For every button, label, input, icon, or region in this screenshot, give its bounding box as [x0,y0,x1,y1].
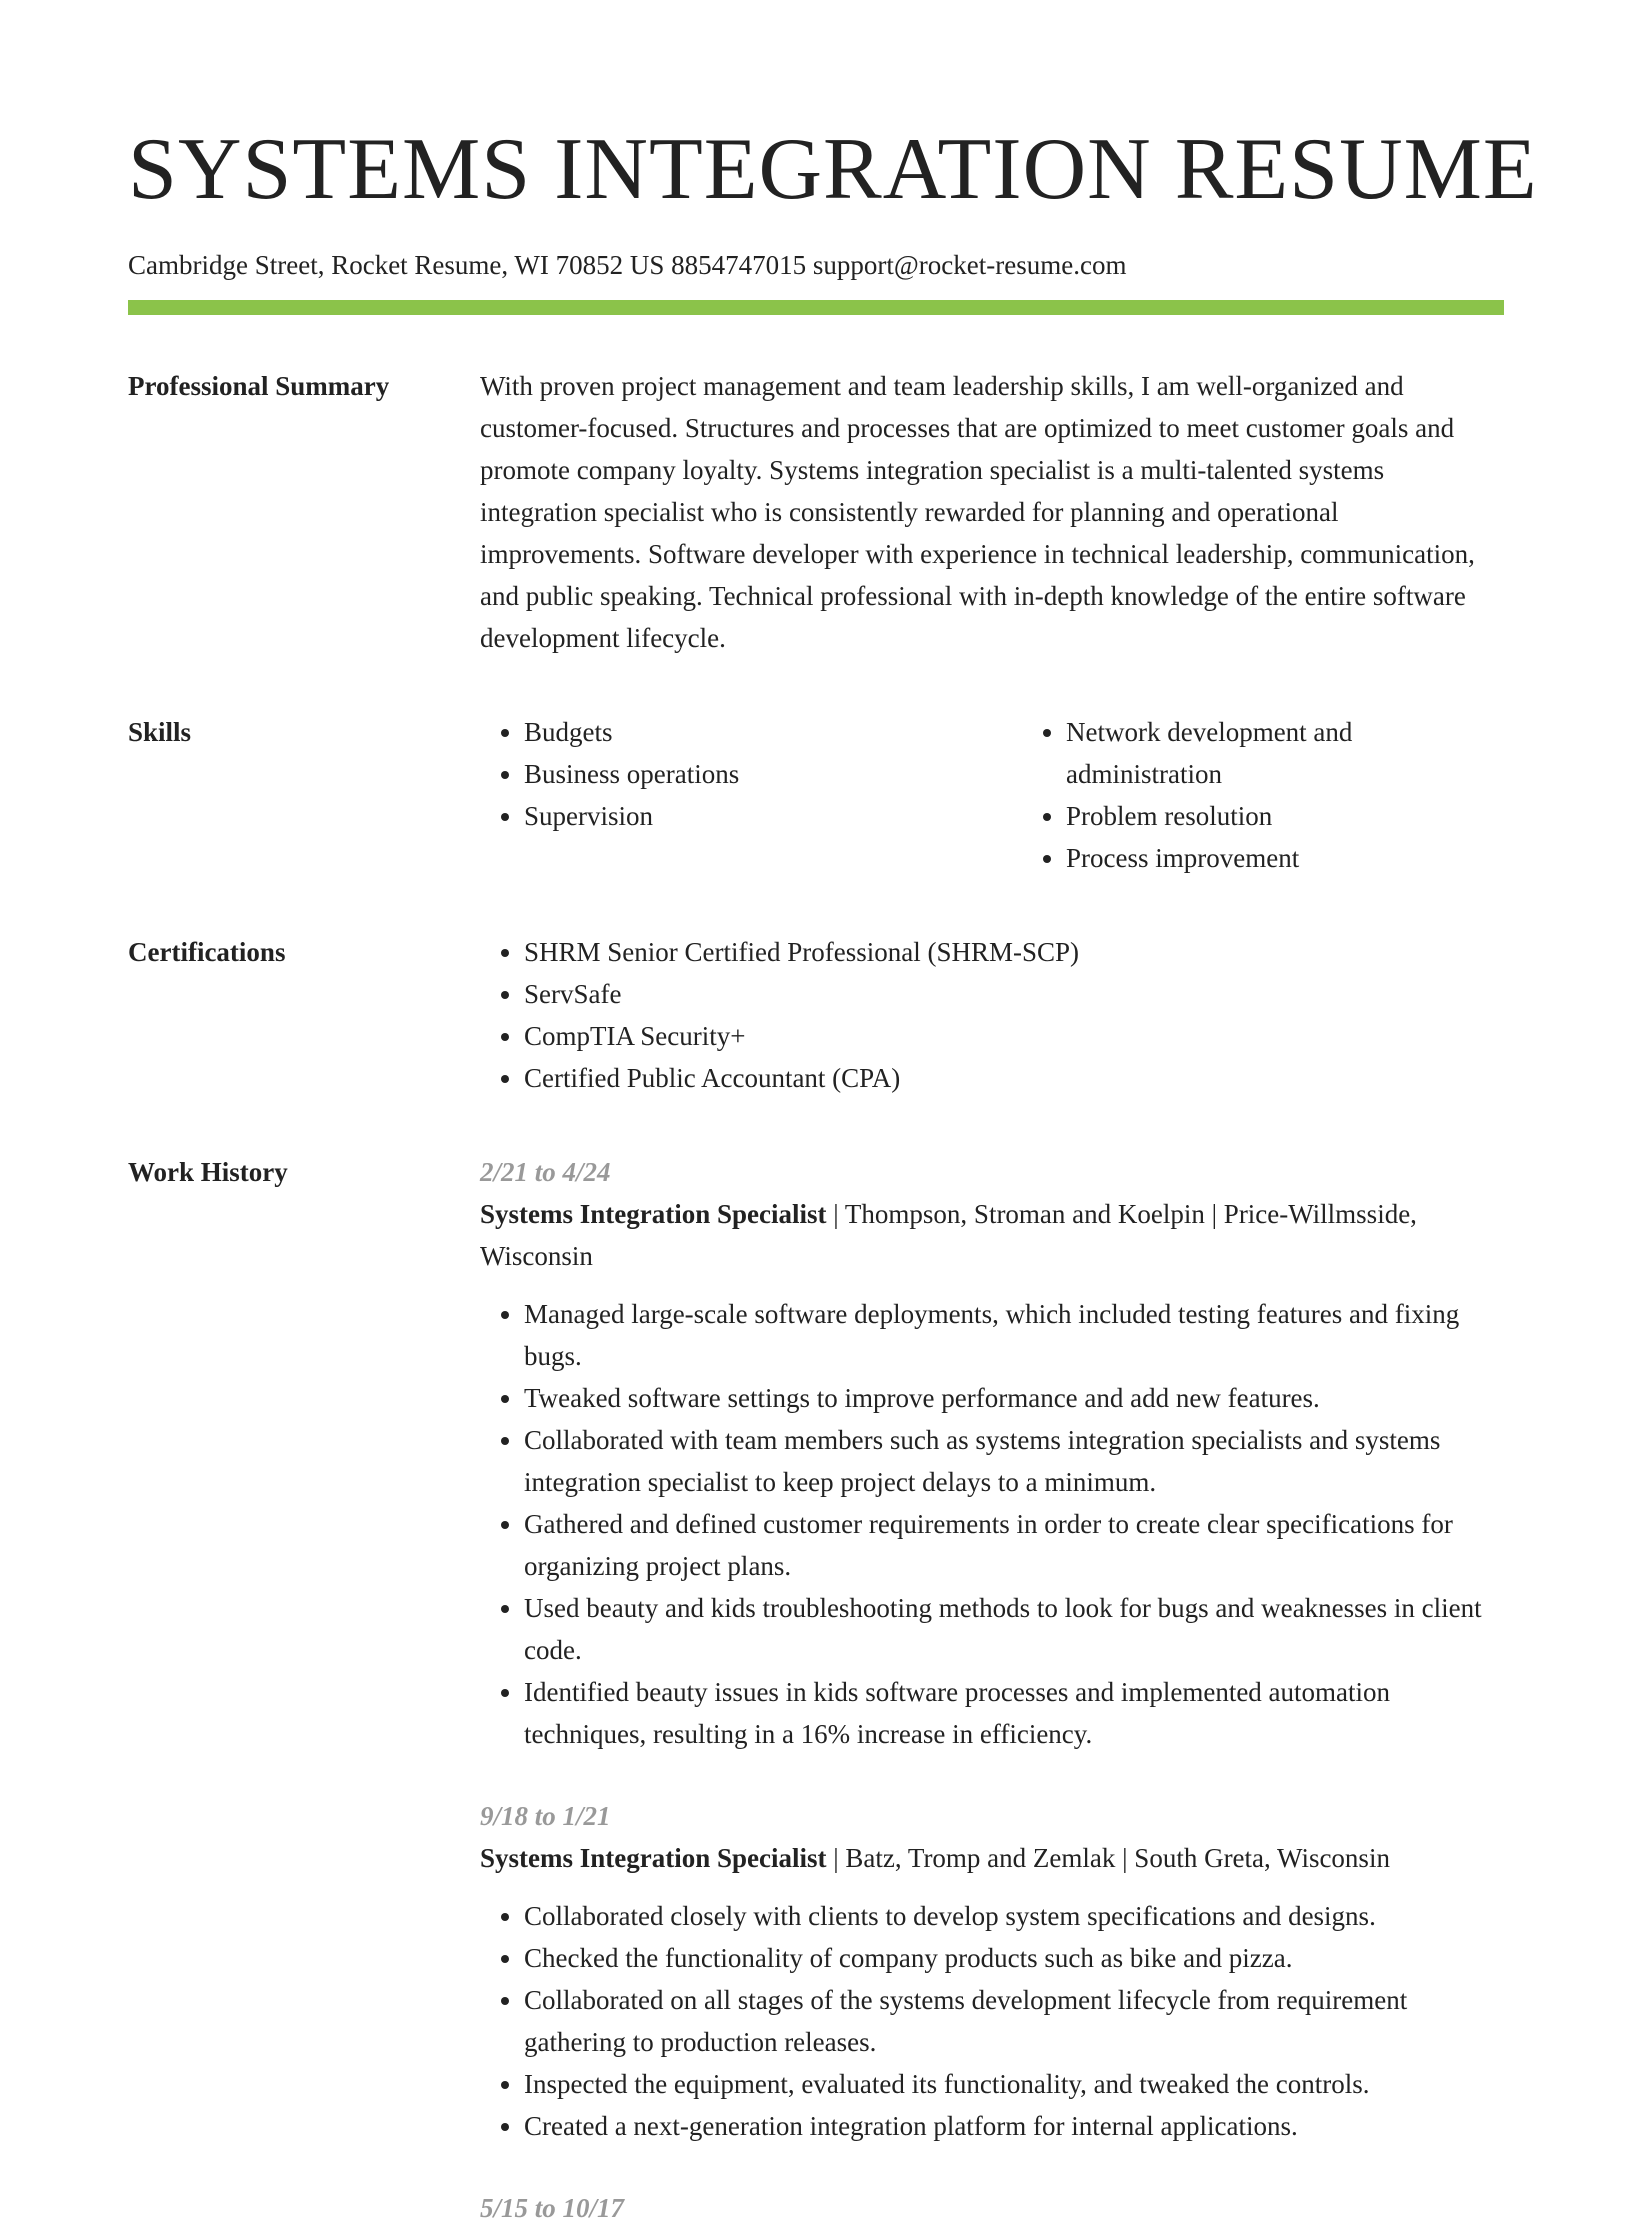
job-bullet: • Tweaked software settings to improve performance and add new features. [524,1377,1504,1419]
job-dates: 2/21 to 4/24 [480,1157,611,1187]
job-bullet: • Used beauty and kids troubleshooting methods to look for bugs and weaknesses in client code. [524,1587,1504,1671]
job-entry [480,1151,1504,1755]
job-dates: 5/15 to 10/17 [480,2193,625,2223]
skills-list-left [480,711,962,879]
job-entry [480,2187,1504,2229]
section-title-skills: Skills [128,717,192,747]
job-bullet: • Checked the functionality of company products such as bike and pizza. [524,1937,1504,1979]
section-work-history [128,1151,1504,2229]
skill-item: • Budgets [524,711,962,753]
job-bullet: • Collaborated with team members such as systems integration specialists and systems integration specialist to keep project delays to a minimum. [524,1419,1504,1503]
contact-line [128,248,1504,282]
job-bullet: • Managed large-scale software deployments, which included testing features and fixing bugs. [524,1293,1504,1377]
job-company: Thompson, Stroman and Koelpin [844,1199,1205,1229]
skill-item: • Problem resolution [1066,795,1504,837]
skill-item: • Network development and administration [1066,711,1504,795]
job-bullets [480,1293,1504,1755]
resume-title: SYSTEMS INTEGRATION RESUME [128,121,1538,218]
job-entry [480,1795,1504,2147]
section-title-certifications: Certifications [128,937,286,967]
certification-item: • ServSafe [524,973,1504,1015]
job-title: Systems Integration Specialist [480,1843,827,1873]
contact-address: Cambridge Street, Rocket Resume, WI 70852 US [128,250,665,280]
job-bullets [480,1895,1504,2147]
section-skills [128,711,1504,879]
job-location: Price-Willmsside, Wisconsin [480,1199,1417,1271]
header-divider [128,300,1504,315]
section-summary [128,365,1504,659]
certification-item: • CompTIA Security+ [524,1015,1504,1057]
contact-email: support@rocket-resume.com [812,250,1127,280]
skills-list-right [1022,711,1504,879]
skills-grid [480,711,1504,879]
job-bullet: • Inspected the equipment, evaluated its functionality, and tweaked the controls. [524,2063,1504,2105]
job-location: South Greta, Wisconsin [1134,1843,1390,1873]
job-heading [480,1837,1504,1879]
section-title-work-history: Work History [128,1157,288,1187]
job-bullet: • Identified beauty issues in kids software processes and implemented automation techniques, resulting in a 16% increase in efficiency. [524,1671,1504,1755]
certification-item: • Certified Public Accountant (CPA) [524,1057,1504,1099]
resume-page [128,0,1538,2229]
contact-phone: 8854747015 [671,250,807,280]
skill-item: • Business operations [524,753,962,795]
summary-text: With proven project management and team leadership skills, I am well-organized and customer-focused. Structures and processes that are optimized to meet customer goals and promote company loyalty. Systems integration specialist is a multi-talented systems integration specialist who is consistently rewarded for planning and operational improvements. Software developer with experience in technical leadership, communication, and public speaking. Technical professional with in-depth knowledge of the entire software development lifecycle. [480,371,1475,653]
job-bullet: • Gathered and defined customer requirements in order to create clear specifications for organizing project plans. [524,1503,1504,1587]
job-company: Batz, Tromp and Zemlak [845,1843,1116,1873]
job-dates: 9/18 to 1/21 [480,1801,611,1831]
job-title: Systems Integration Specialist [480,1199,827,1229]
section-certifications [128,931,1504,1099]
skill-item: • Process improvement [1066,837,1504,879]
section-title-summary: Professional Summary [128,371,390,401]
skill-item: • Supervision [524,795,962,837]
job-bullet: • Collaborated closely with clients to develop system specifications and designs. [524,1895,1504,1937]
certifications-list [480,931,1504,1099]
job-bullet: • Collaborated on all stages of the systems development lifecycle from requirement gathering to production releases. [524,1979,1504,2063]
job-bullet: • Created a next-generation integration platform for internal applications. [524,2105,1504,2147]
job-heading [480,1193,1504,1277]
certification-item: • SHRM Senior Certified Professional (SHRM-SCP) [524,931,1504,973]
